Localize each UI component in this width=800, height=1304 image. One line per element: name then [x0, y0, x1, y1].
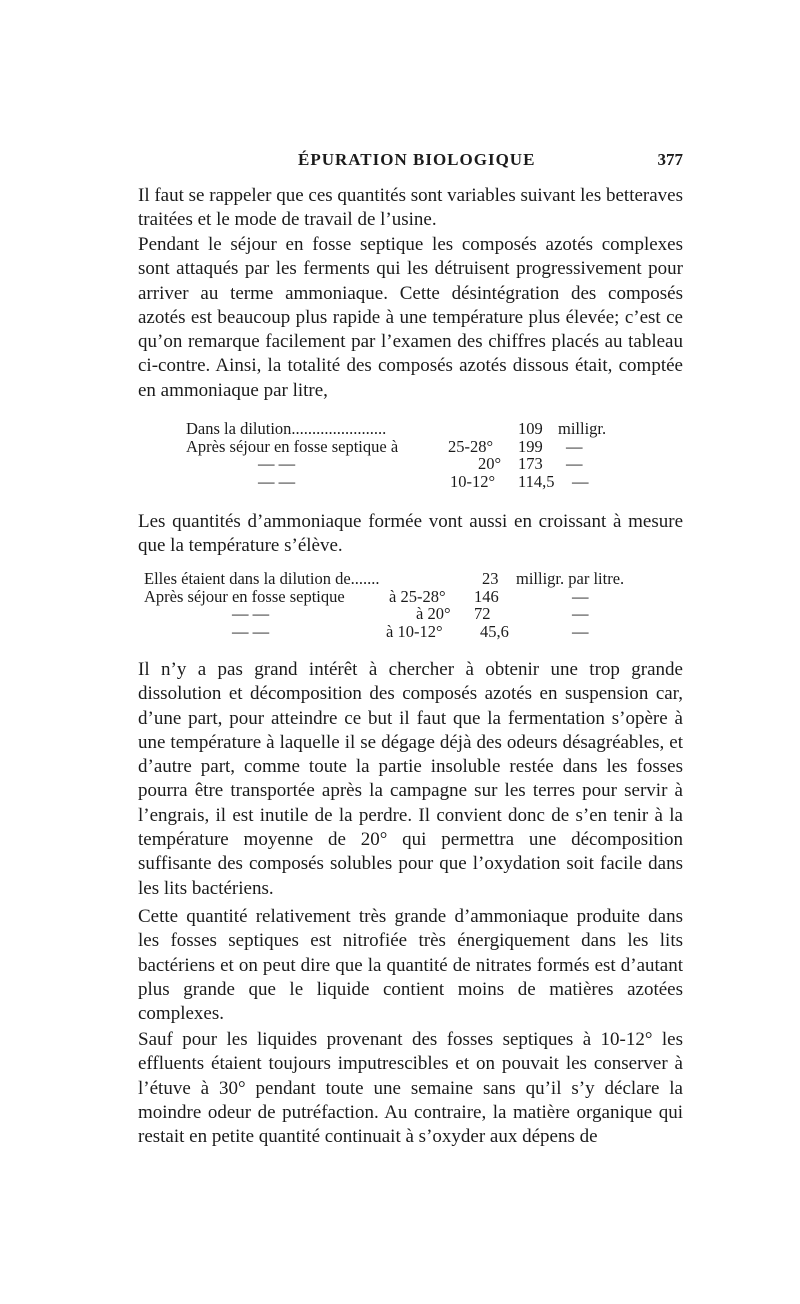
row-unit: — [566, 454, 583, 473]
row-unit: — [572, 471, 589, 491]
row-temperature: à 10-12° [386, 621, 443, 641]
row-temperature: 20° [478, 454, 502, 473]
row-label: — — [258, 471, 296, 491]
row-unit: milligr. par litre. [516, 569, 625, 588]
page-header [138, 150, 683, 176]
table-row [144, 605, 664, 623]
row-label: Elles étaient dans la dilution de....... [144, 569, 380, 588]
row-unit: — [572, 621, 589, 641]
row-label: — — [258, 454, 296, 473]
row-unit: milligr. [558, 419, 607, 438]
row-label: Après séjour en fosse septique [144, 586, 345, 606]
row-unit: — [566, 436, 583, 456]
running-title: ÉPURATION BIOLOGIQUE [298, 150, 536, 169]
paragraph-1: Il faut se rappeler que ces quantités sont variables suivant les betteraves traitées et le mode de travail de l’usine. [138, 185, 683, 231]
paragraph-5: Cette quantité relativement très grande d’ammoniaque produite dans les fosses septiques est nitrofiée très énergiquement dans les lits bactériens et on peut dire que la quantité de nitrates formés est d’autant plus grande que le liquide contient moins de matières azotées complexes. [138, 906, 683, 1025]
paragraph-3: Les quantités d’ammoniaque formée vont aussi en croissant à mesure que la température s’élève. [138, 511, 683, 557]
table-row [144, 570, 664, 588]
row-value: 45,6 [480, 621, 509, 641]
row-label: — — [232, 621, 270, 641]
row-value: 72 [474, 604, 491, 623]
row-temperature: 10-12° [450, 471, 496, 491]
row-temperature: 25-28° [448, 436, 494, 456]
table-row [186, 438, 646, 456]
table-row [186, 473, 646, 491]
row-value: 199 [518, 436, 543, 456]
row-temperature: à 25-28° [389, 586, 446, 606]
table-row [144, 623, 664, 641]
paragraph-2: Pendant le séjour en fosse septique les composés azotés complexes sont attaqués par les ferments qui les détruisent progressivement pour arriver au terme ammoniaque. Cette désintégration des composés azotés est beaucoup plus rapide à une température plus élevée; c’est ce qu’on remarque facilement par l’examen des chiffres placés au tableau ci-contre. Ainsi, la totalité des composés azotés dissous était, comptée en ammoniaque par litre, [138, 234, 683, 401]
row-value: 23 [482, 569, 499, 588]
table-row [186, 420, 646, 438]
row-value: 114,5 [518, 471, 555, 491]
row-label: Dans la dilution....................... [186, 419, 387, 438]
paragraph-4: Il n’y a pas grand intérêt à chercher à obtenir une trop grande dissolution et décomposition des composés azotés en suspension car, d’une part, pour atteindre ce but il faut que la fermentation s’opère à une température à laquelle il se dégage déjà des odeurs désagréables, et d’autre part, comme toute la partie insoluble restée dans les fosses pourra être transportée après la campagne sur les terres pour servir à l’engrais, il est inutile de la perdre. Il convient donc de s’en tenir à la température moyenne de 20° qui permettra une décomposition suffisante des composés solubles pour que l’oxydation soit facile dans les lits bactériens. [138, 659, 683, 899]
row-temperature: à 20° [416, 604, 451, 623]
row-unit: — [572, 604, 589, 623]
table-ammonia [144, 570, 664, 640]
table-row [186, 455, 646, 473]
row-label: Après séjour en fosse septique à [186, 436, 399, 456]
row-label: — — [232, 604, 270, 623]
row-value: 146 [474, 586, 499, 606]
row-unit: — [572, 586, 589, 606]
row-value: 173 [518, 454, 543, 473]
table-total-nitrogen [186, 420, 646, 490]
page-number: 377 [657, 150, 683, 169]
table-row [144, 588, 664, 606]
paragraph-6: Sauf pour les liquides provenant des fosses septiques à 10-12° les effluents étaient toujours imputrescibles et on pouvait les conserver à l’étuve à 30° pendant toute une semaine sans qu’il s’y déclare la moindre odeur de putréfaction. Au contraire, la matière organique qui restait en petite quantité continuait à s’oxyder aux dépens de [138, 1029, 683, 1148]
row-value: 109 [518, 419, 543, 438]
